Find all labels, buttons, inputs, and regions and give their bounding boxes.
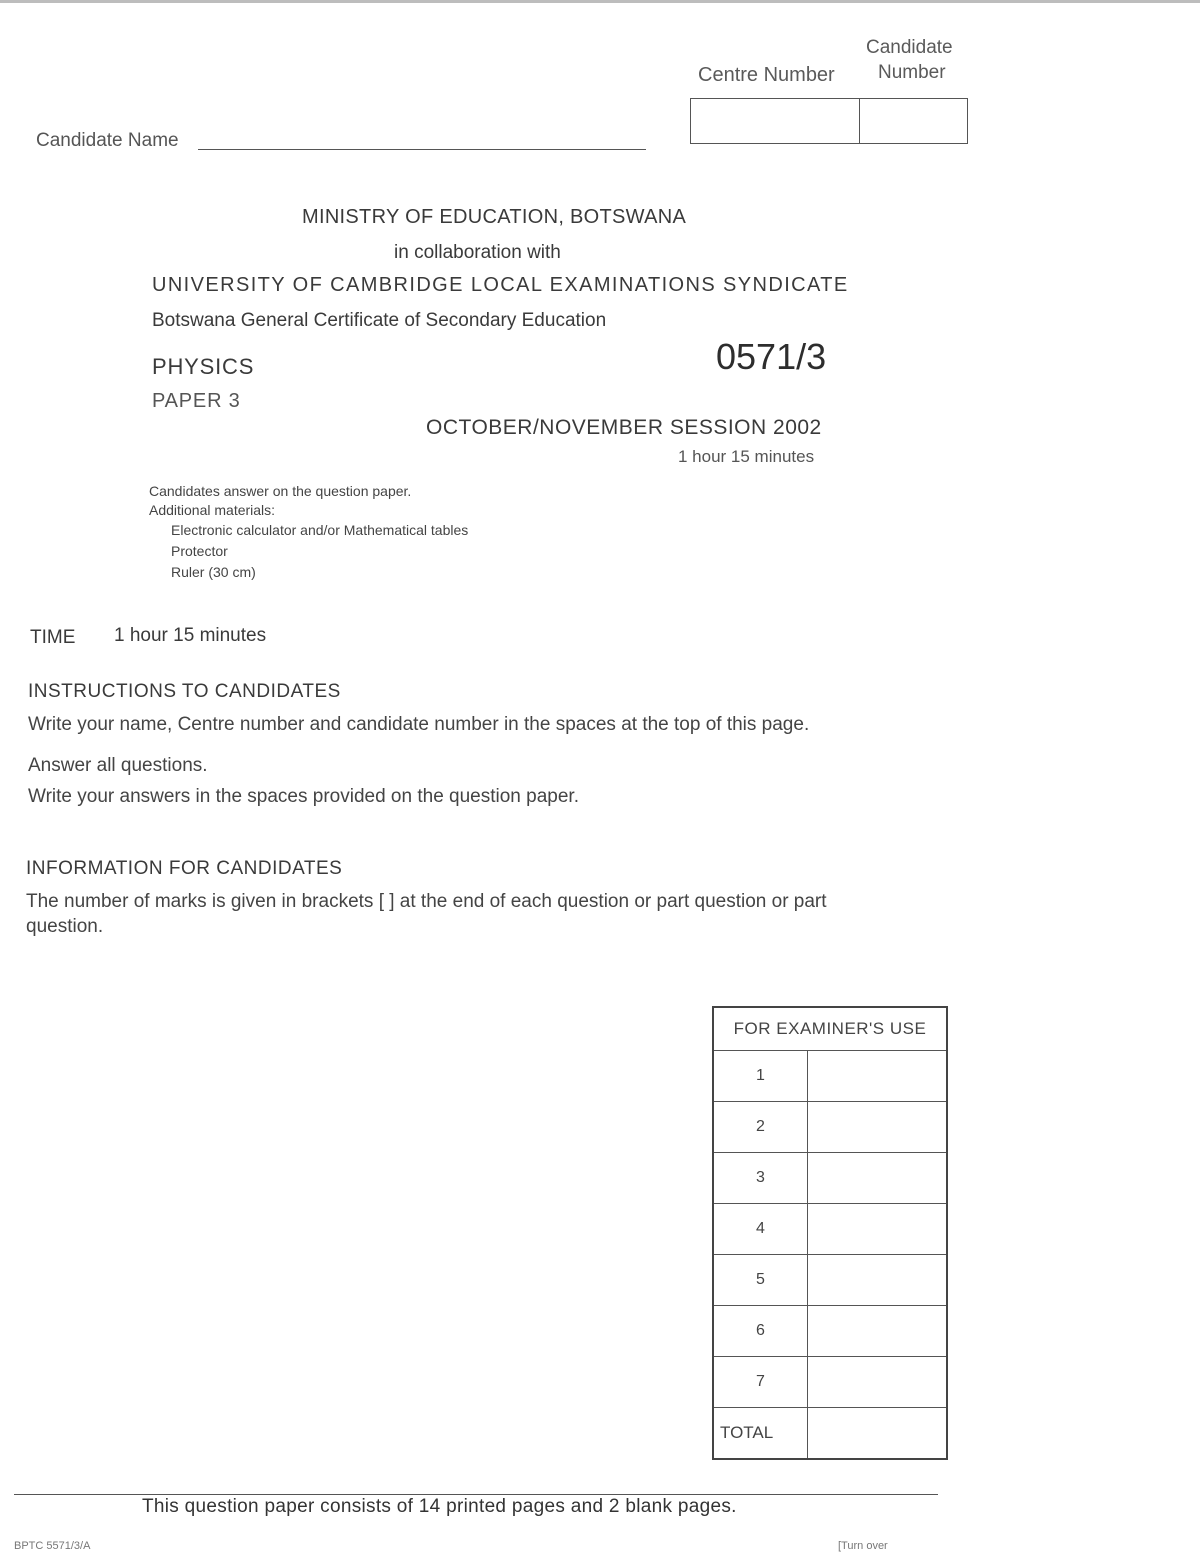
instructions-heading: INSTRUCTIONS TO CANDIDATES [28, 681, 341, 702]
table-row [713, 1306, 947, 1357]
mark-cell[interactable] [808, 1255, 948, 1306]
mark-cell[interactable] [808, 1357, 948, 1408]
question-number: 5 [713, 1255, 808, 1306]
pages-note: This question paper consists of 14 printed pages and 2 blank pages. [142, 1496, 737, 1517]
instruction-line: Answer all questions. [28, 755, 208, 776]
question-number: 4 [713, 1204, 808, 1255]
instruction-line: Write your answers in the spaces provided on the question paper. [28, 786, 579, 807]
candidate-number-label: Candidate [866, 37, 953, 58]
material-item: Ruler (30 cm) [171, 564, 256, 580]
collaboration-text: in collaboration with [394, 242, 561, 263]
total-mark-cell[interactable] [808, 1408, 948, 1460]
question-number: 6 [713, 1306, 808, 1357]
footer-divider [14, 1494, 938, 1495]
exam-duration: 1 hour 15 minutes [678, 447, 815, 466]
table-row [713, 1153, 947, 1204]
top-edge-line [0, 0, 1200, 3]
mark-cell[interactable] [808, 1153, 948, 1204]
mark-cell[interactable] [808, 1306, 948, 1357]
question-number: 2 [713, 1102, 808, 1153]
table-row [713, 1102, 947, 1153]
centre-number-label: Centre Number [698, 64, 835, 86]
paper-reference: BPTC 5571/3/A [14, 1540, 91, 1552]
mark-cell[interactable] [808, 1204, 948, 1255]
answer-note: Candidates answer on the question paper. [149, 483, 412, 499]
centre-number-field[interactable] [691, 99, 860, 143]
examiner-use-table [712, 1006, 948, 1460]
table-row-total [713, 1408, 947, 1460]
syndicate-heading: UNIVERSITY OF CAMBRIDGE LOCAL EXAMINATIONS SYNDICATE [152, 274, 849, 296]
question-number: 7 [713, 1357, 808, 1408]
information-text: The number of marks is given in brackets [ ] at the end of each question or part question or part question. [26, 891, 827, 937]
table-row [713, 1357, 947, 1408]
question-number: 3 [713, 1153, 808, 1204]
certificate-title: Botswana General Certificate of Secondary Education [152, 310, 607, 331]
material-item: Protector [171, 543, 228, 559]
candidate-number-label-line2: Number [878, 62, 946, 83]
ministry-heading: MINISTRY OF EDUCATION, BOTSWANA [302, 206, 687, 228]
exam-session: OCTOBER/NOVEMBER SESSION 2002 [426, 416, 822, 439]
question-number: 1 [713, 1051, 808, 1102]
table-row [713, 1051, 947, 1102]
additional-materials-label: Additional materials: [149, 502, 276, 518]
paper-number: PAPER 3 [152, 390, 241, 412]
turn-over-note: [Turn over [838, 1540, 888, 1552]
material-item: Electronic calculator and/or Mathematical tables [171, 522, 469, 538]
paper-code: 0571/3 [716, 336, 827, 377]
subject-title: PHYSICS [152, 354, 255, 379]
total-label: TOTAL [713, 1408, 808, 1460]
candidate-number-field[interactable] [860, 99, 967, 143]
number-boxes [690, 98, 968, 144]
time-label: TIME [30, 627, 76, 648]
table-row [713, 1204, 947, 1255]
mark-cell[interactable] [808, 1051, 948, 1102]
examiner-table-heading: FOR EXAMINER'S USE [713, 1007, 947, 1051]
instruction-line: Write your name, Centre number and candidate number in the spaces at the top of this page. [28, 714, 810, 735]
candidate-name-field[interactable] [198, 149, 646, 150]
time-value: 1 hour 15 minutes [114, 625, 267, 646]
candidate-name-label: Candidate Name [36, 130, 179, 151]
table-row [713, 1255, 947, 1306]
information-heading: INFORMATION FOR CANDIDATES [26, 858, 343, 879]
mark-cell[interactable] [808, 1102, 948, 1153]
